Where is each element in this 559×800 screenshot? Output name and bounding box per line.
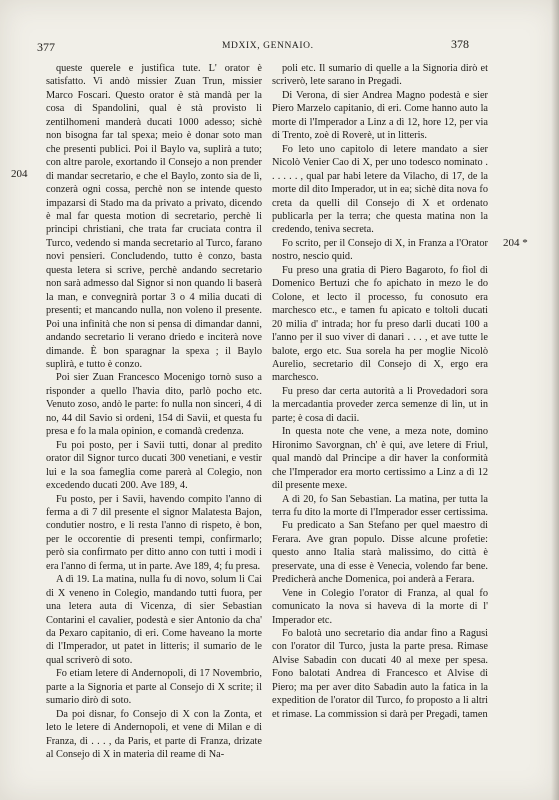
left-text-column	[46, 62, 262, 762]
page-fold-shadow	[551, 0, 559, 800]
paragraph: A dì 19. La matina, nulla fu di novo, solum li Cai di X veneno in Colegio, mandando tutti fuora, per una letera auta di Vicenza, di sier Sebastian Contarini el cavalier, podestà e sier Antonio da cha' da Pexaro capitanio, di eri. Come haveano la morte di l'Imperador, ut patet in litteris; il sumario de le qual scriverò di soto.	[46, 574, 262, 666]
right-text-column	[272, 62, 488, 721]
paragraph: Da poi disnar, fo Consejo di X con la Zonta, et leto le letere di Andernopoli, et vene di Milan e di Franza, di . . . , da Paris, et parte di Franza, drizate al Consejo di X in materia dil reame di Na-	[46, 708, 262, 761]
paragraph: Fu preso una gratia di Piero Bagaroto, fo fiol di Domenico Bertuzi che fo apichato in mezo le do Colone, et lecto il processo, fu conosuto era marchesco etc., e tamen fu apicato e toltoli ducati 20 milia d' intrada; hor fu preso darli ducati 100 a l'anno per il suo viver di danari . . . , et ave tutte le balote, ergo etc. Sua sorela ha per moglie Nicolò Aurelio, secretario dil Consejo di X, ergo era marchesco.	[272, 264, 488, 384]
paragraph: Vene in Colegio l'orator di Franza, al qual fo comunicato la nova si haveva di la morte di l' Imperador etc.	[272, 587, 488, 626]
page-number-right: 378	[451, 37, 469, 51]
paragraph: poli etc. Il sumario di quelle a la Signoria dirò et scriverò, lete sarano in Pregadi.	[272, 63, 488, 88]
page-number-left: 377	[37, 40, 55, 54]
paragraph: Fo etiam letere di Andernopoli, di 17 Novembrio, parte a la Signoria et parte al Consejo di X scrite; il sumario dirò di soto.	[46, 668, 262, 707]
paragraph: Di Verona, di sier Andrea Magno podestà e sier Piero Marzelo capitanio, di eri. Come hanno auto la morte di l'Imperador a Linz a dì 12, hore 12, per via di Trento, zoè di Roverè, ut in litteris.	[272, 89, 488, 142]
paragraph: queste querele e justifica tute. L' orator è satisfatto. Vi andò missier Zuan Trun, missier Marco Foscari. Questo orator è stà mandà per la cosa di Spandolini, qual è stà provisto li zentilhomeni manderà ducati 1000 adesso; sichè non bisogna far tal spexa; meio è donar soto man che presenti publici. Poi il Baylo va, suplirà a tuto; con altre parole, exortando il Consejo a non prender di mandar secretario, e che el Baylo, zonto sia de lì, conzerà ogni cossa, perchè non se intende questo impazarsi di Stado ma da privato a privato, dicendo è mal far questa motion di secretario, perchè li principi christiani, che trata far cruciata contra il Turco, vedendo si manda secretario al Turco, farano novi pensieri. Concludendo, tutto è conzo, basta questa letera si scrive, perchè andando secretario non sarà admesso dal Signor si non quando li baserà la man, e convegnirà portar 3 o 4 milia ducati di presenti; et mancando nulla, non voleno il presente. Poi una infinità che non si pensa di dimandar danni, andando secretario li verano driedo e inciterà nove dimande. È bon sparagnar la spexa ; il Baylo suplirà, e tutto è conzo.	[46, 63, 262, 370]
paragraph: Fu predicato a San Stefano per quel maestro di Ferara. Ave gran populo. Disse alcune profetie: questo anno Italia starà malissimo, do città è preservate, una di esse è Venecia, volendo far bene. Predicherà anche Domenica, poi anderà a Ferara.	[272, 520, 488, 586]
page-header	[0, 37, 559, 56]
paragraph: In questa note che vene, a meza note, domino Hironimo Savorgnan, ch' è qui, ave letere di Friul, qual mandò dal Principe a dir haver la conformità che l'Imperador era morto certissimo a Linz a dì 12 dil presente mexe.	[272, 426, 488, 492]
margin-folio-number-left: 204	[11, 168, 28, 180]
paragraph: Fu preso dar certa autorità a li Provedadori sora la mercadantia proveder zerca semenze di lin, ut in parte; è cosa di dacii.	[272, 385, 488, 424]
running-title: MDXIX, GENNAIO.	[222, 41, 314, 51]
paragraph: Fu poi posto, per i Savii tutti, donar al predito orator dil Signor turco ducati 300 venetiani, e vestir lui e la soa fameglia come parerà al Colegio, non excedendo ducati 200. Ave 189, 4.	[46, 439, 262, 492]
paragraph: A dì 20, fo San Sebastian. La matina, per tutta la terra fu dito la morte di l'Imperador esser certissima.	[272, 493, 489, 518]
paragraph: Fo balotà uno secretario dia andar fino a Ragusi con l'orator dil Turco, justa la parte presa. Rimase Alvise Sabadin con ducati 40 al mexe per spesa. Fono balotati Andrea di Francesco et Alvise di Piero; ma per aver dito Sabadin auto la fatica in la expedition de l'orator dil Turco, fo proposto a li altri et rimase. La commission si darà per Pregadi, tamen	[272, 628, 488, 720]
paragraph: Fo leto uno capitolo di letere mandato a sier Nicolò Venier Cao di X, per uno todesco nominato . . . . . . , qual par habi letere da Vilacho, di 17, de la morte dil dito Imperador, ut in ea; sichè dita nova fo creta da quelli dil Consejo di X et ordenato publicarla per la terra; che questa matina non la credendo, teniva secreta.	[272, 143, 488, 236]
paragraph: Poi sier Zuan Francesco Mocenigo tornò suso a risponder a quello l'havia dito, parlò pocho etc. Venuto zoso, andò le parte: fo nulla non sinceri, 4 di no, 44 dil Savio si ordeni, 154 di Savii, et questa fu presa e fo la mala opinion, e comandà credenza.	[46, 372, 262, 438]
margin-folio-number-right: 204 *	[503, 237, 528, 249]
paragraph: Fu posto, per i Savii, havendo compito l'anno di ferma a dì 7 dil presente el signor Malatesta Bajon, condutier nostro, e li resta l'anno di rispeto, è bon, per le occorentie di presenti tempi, confirmarlo; però sia confirmato per ditto anno con tutti i modi i era l'anno di ferma, ut in parte. Ave 189, 4; fu presa.	[46, 493, 262, 572]
paragraph: Fo scrito, per il Consejo di X, in Franza a l'Orator nostro, nescio quid.	[272, 237, 488, 263]
